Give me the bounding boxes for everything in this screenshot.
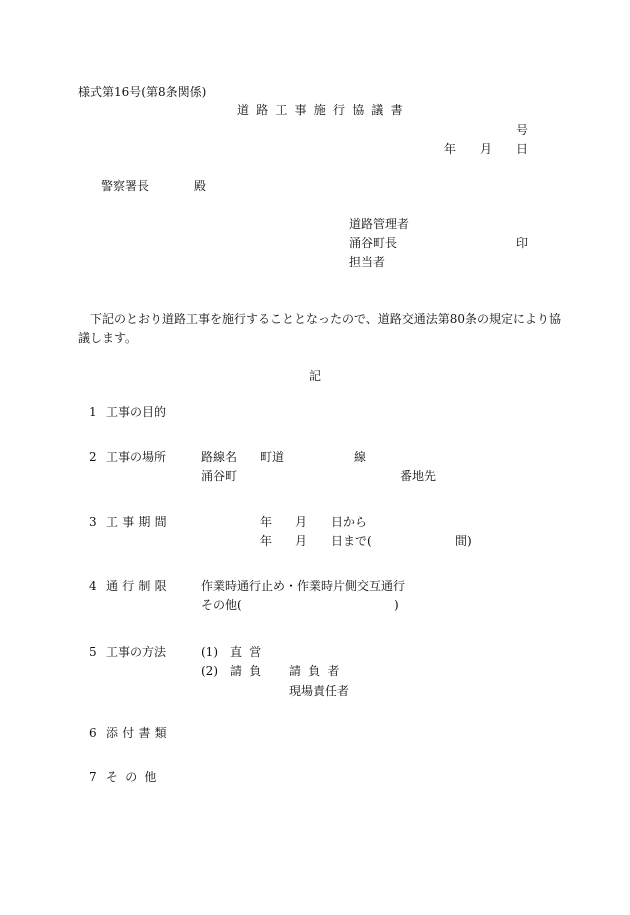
item6-label: 添付書類 bbox=[106, 726, 171, 740]
date-day-label: 日 bbox=[516, 142, 529, 156]
route-name-label: 路線名 bbox=[201, 450, 238, 464]
item7-label: その他 bbox=[106, 770, 164, 784]
seal-mark: 印 bbox=[516, 236, 529, 250]
sender-person-in-charge: 担当者 bbox=[349, 255, 386, 269]
traffic-restriction-options: 作業時通行止め・作業時片側交互通行 bbox=[201, 579, 406, 593]
route-type: 町道 bbox=[260, 450, 285, 464]
item1-label: 工事の目的 bbox=[106, 405, 167, 419]
site-manager-label: 現場責任者 bbox=[289, 684, 350, 698]
period-start-year: 年 bbox=[260, 515, 273, 529]
method-option1-direct: 直営 bbox=[230, 645, 269, 659]
traffic-restriction-other-close: ) bbox=[394, 598, 399, 612]
sender-road-administrator: 道路管理者 bbox=[349, 217, 410, 231]
item3-number: 3 bbox=[89, 515, 97, 529]
body-text-line2: 議します。 bbox=[78, 331, 138, 345]
item5-number: 5 bbox=[89, 645, 97, 659]
item5-label: 工事の方法 bbox=[106, 645, 167, 659]
town-name: 涌谷町 bbox=[201, 469, 238, 483]
date-month-label: 月 bbox=[480, 142, 493, 156]
item3-label: 工事期間 bbox=[106, 515, 171, 529]
addressee-name: 警察署長 bbox=[101, 179, 150, 193]
document-title: 道路工事施行協議書 bbox=[237, 103, 410, 117]
method-option1-number: (1) bbox=[201, 645, 218, 659]
sender-town-mayor: 涌谷町長 bbox=[349, 236, 398, 250]
item1-number: 1 bbox=[89, 405, 97, 419]
item2-label: 工事の場所 bbox=[106, 450, 167, 464]
contractor-label: 請負者 bbox=[289, 664, 347, 678]
item2-number: 2 bbox=[89, 450, 97, 464]
form-label: 様式第16号(第8条関係) bbox=[78, 85, 207, 99]
document-number-label: 号 bbox=[516, 123, 529, 137]
period-duration-close: 間) bbox=[455, 534, 472, 548]
period-end-day: 日まで( bbox=[331, 534, 372, 548]
item4-label: 通行制限 bbox=[106, 579, 171, 593]
item7-number: 7 bbox=[89, 770, 97, 784]
period-start-month: 月 bbox=[295, 515, 308, 529]
item4-number: 4 bbox=[89, 579, 97, 593]
address-suffix: 番地先 bbox=[400, 469, 437, 483]
method-option2-contract: 請負 bbox=[230, 664, 269, 678]
traffic-restriction-other: その他( bbox=[201, 598, 242, 612]
ki-heading: 記 bbox=[309, 369, 322, 383]
method-option2-number: (2) bbox=[201, 664, 218, 678]
period-start-day: 日から bbox=[331, 515, 368, 529]
route-suffix: 線 bbox=[354, 450, 367, 464]
addressee-honorific: 殿 bbox=[194, 179, 207, 193]
period-end-month: 月 bbox=[295, 534, 308, 548]
period-end-year: 年 bbox=[260, 534, 273, 548]
item6-number: 6 bbox=[89, 726, 97, 740]
date-year-label: 年 bbox=[444, 142, 457, 156]
body-text-line1: 下記のとおり道路工事を施行することとなったので、道路交通法第80条の規定により協 bbox=[90, 312, 562, 326]
